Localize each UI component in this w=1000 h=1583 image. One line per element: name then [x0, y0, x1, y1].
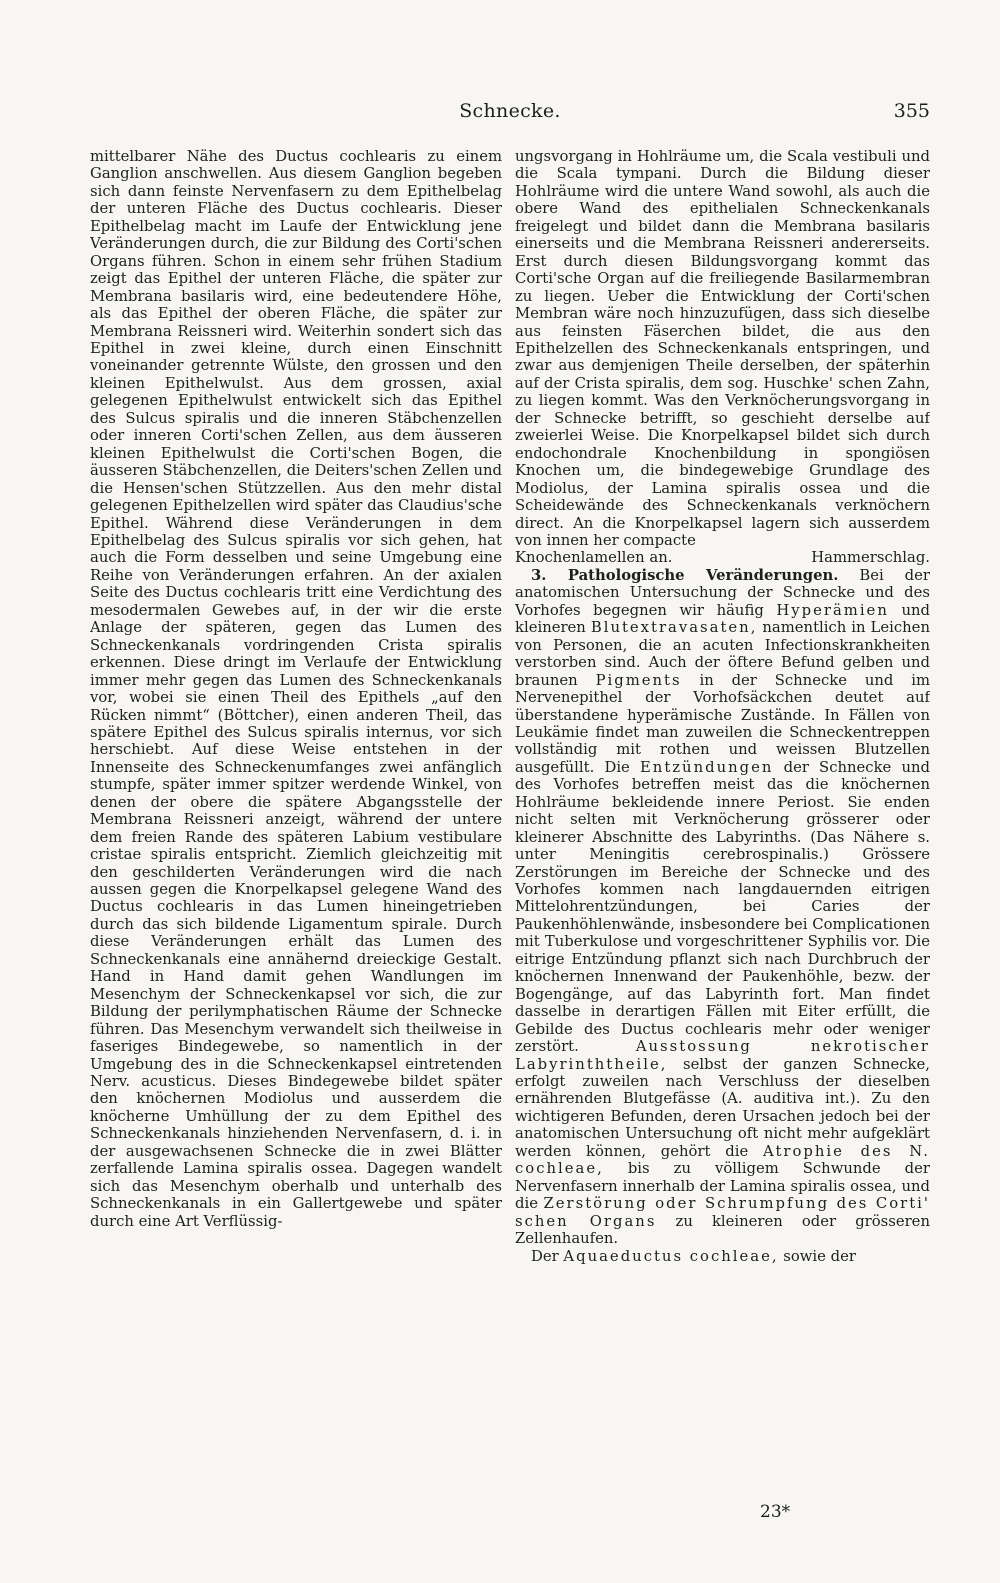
- running-head: [90, 100, 930, 130]
- page-number: 355: [893, 100, 930, 122]
- text-run: zu kleineren oder grösseren Zellenhaufen.: [515, 1212, 930, 1248]
- text-run: bis zu völligem Schwunde der Nervenfasern innerhalb der Lamina spiralis ossea, und die: [515, 1160, 930, 1213]
- text-run: namentlich in Leichen von Personen, die an acuten Infectionskrankheiten verstorben sind. Auch der öftere Befund gelben und braunen: [515, 619, 930, 689]
- text-run: in der Schnecke und im Nervenepithel der Vorhofsäckchen deutet auf überstandene hyperämische Zustände. In Fällen von Leukämie findet man zuweilen die Schneckentreppen vollständig mit rothen und weissen Blutzellen ausgefüllt. Die: [515, 671, 930, 776]
- right-column: [515, 148, 930, 1528]
- spaced-term: Entzündungen: [639, 758, 774, 776]
- right-paragraph-3: [515, 1248, 930, 1265]
- left-column: [90, 148, 502, 1528]
- section-paragraph-pathology: [515, 567, 930, 1248]
- spaced-term: Zerstörung oder Schrumpfung des Corti' schen Organs: [515, 1195, 930, 1230]
- spaced-term: Hyperämien: [776, 601, 889, 619]
- right-paragraph-1: ungsvorgang in Hohlräume um, die Scala vestibuli und die Scala tympani. Durch die Bildung dieser Hohlräume wird die untere Wand sowohl, als auch die obere Wand des epithelialen Schneckenkanals freigelegt und bildet dann die Membrana basilaris einerseits und die Membrana Reissneri andererseits. Erst durch diesen Bildungsvorgang kommt das Corti'sche Organ auf die freiliegende Basilarmembran zu liegen. Ueber die Entwicklung der Corti'schen Membran wäre noch hinzuzufügen, dass sich dieselbe aus feinsten Fäserchen bildet, die aus den Epithelzellen des Schneckenkanals entspringen, und zwar aus demjenigen Theile derselben, der späterhin auf der Crista spiralis, dem sog. Huschke' schen Zahn, zu liegen kommt. Was den Verknöcherungsvorgang in der Schnecke betrifft, so geschieht derselbe auf zweierlei Weise. Die Knorpelkapsel bildet sich durch endochondrale Knochenbildung in spongiösen Knochen um, die bindegewebige Grundlage des Modiolus, der Lamina spiralis ossea und die Scheidewände des Schneckenkanals verknöchern direct. An die Knorpelkapsel lagern sich ausserdem von innen her compacte: [515, 148, 930, 549]
- spaced-term: Pigments: [595, 671, 682, 689]
- last-line: Knochenlamellen an.: [515, 549, 673, 567]
- running-title: Schnecke.: [459, 100, 561, 122]
- spaced-term: Blutextravasaten,: [590, 619, 758, 637]
- spaced-term: Aquaeductus cochleae,: [563, 1247, 779, 1265]
- text-run: Bei der anatomischen Untersuchung der Schnecke und des Vorhofes begegnen wir häufig: [515, 566, 930, 619]
- text-run: sowie der: [783, 1247, 856, 1265]
- text-run: der Schnecke und des Vorhofes betreffen meist das die knöchernen Hohlräume bekleidende innere Periost. Sie enden nicht selten mit Verknöcherung grösserer oder kleinerer Abschnitte des Labyrinths. (Das Nähere s. unter Meningitis cerebrospinalis.) Grössere Zerstörungen im Bereiche der Schnecke und des Vorhofes kommen nach langdauernden eitrigen Mittelohrentzündungen, bei Caries der Paukenhöhlenwände, insbesondere bei Complicationen mit Tuberkulose und vorgeschrittener Syphilis vor. Die eitrige Entzündung pflanzt sich nach Durchbruch der knöchernen Innenwand der Paukenhöhle, bezw. der Bogengänge, auf das Labyrinth fort. Man findet dasselbe in derartigen Fällen mit Eiter erfüllt, die Gebilde des Ductus cochlearis mehr oder weniger zerstört.: [515, 758, 930, 1056]
- author-signature-line: [515, 549, 930, 566]
- text-run: Der: [531, 1247, 559, 1265]
- signature-mark: 23*: [760, 1502, 791, 1522]
- section-heading: 3. Pathologische Veränderungen.: [531, 566, 839, 584]
- spaced-term: Ausstossung nekrotischer Labyrinththeile,: [515, 1038, 930, 1073]
- text-run: selbst der ganzen Schnecke, erfolgt zuweilen nach Verschluss der dieselben ernährenden Blutgefässe (A. auditiva int.). Zu den wichtigeren Befunden, deren Ursachen jedoch bei der anatomischen Untersuchung oft nicht mehr aufgeklärt werden können, gehört die: [515, 1055, 930, 1160]
- left-paragraph: mittelbarer Nähe des Ductus cochlearis zu einem Ganglion anschwellen. Aus diesem Ganglion begeben sich dann feinste Nervenfasern zu dem Epithelbelag der unteren Fläche des Ductus cochlearis. Dieser Epithelbelag macht im Laufe der Entwicklung jene Veränderungen durch, die zur Bildung des Corti'schen Organs führen. Schon in einem sehr frühen Stadium zeigt das Epithel der unteren Fläche, die später zur Membrana basilaris wird, eine bedeutendere Höhe, als das Epithel der oberen Fläche, die später zur Membrana Reissneri wird. Weiterhin sondert sich das Epithel in zwei kleine, durch einen Einschnitt voneinander getrennte Wülste, den grossen und den kleinen Epithelwulst. Aus dem grossen, axial gelegenen Epithelwulst entwickelt sich das Epithel des Sulcus spiralis und die inneren Stäbchenzellen oder inneren Corti'schen Zellen, aus dem äusseren kleinen Epithelwulst die Corti'schen Bogen, die äusseren Stäbchenzellen, die Deiters'schen Zellen und die Hensen'schen Stützzellen. Aus den mehr distal gelegenen Epithelzellen wird später das Claudius'sche Epithel. Während diese Veränderungen in dem Epithelbelag des Sulcus spiralis vor sich gehen, hat auch die Form desselben und seine Umgebung eine Reihe von Veränderungen erfahren. An der axialen Seite des Ductus cochlearis tritt eine Verdichtung des mesodermalen Gewebes auf, in der wir die erste Anlage der späteren, gegen das Lumen des Schneckenkanals vordringenden Crista spiralis erkennen. Diese dringt im Verlaufe der Entwicklung immer mehr gegen das Lumen des Schneckenkanals vor, wobei sie einen Theil des Epithels „auf den Rücken nimmt“ (Böttcher), einen anderen Theil, das spätere Epithel des Sulcus spiralis internus, vor sich herschiebt. Auf diese Weise entstehen in der Innenseite des Schneckenumfanges zwei anfänglich stumpfe, später immer spitzer werdende Winkel, von denen der obere die spätere Abgangsstelle der Membrana Reissneri anzeigt, während der untere dem freien Rande des späteren Labium vestibulare cristae spiralis entspricht. Ziemlich gleichzeitig mit den geschilderten Veränderungen wird die nach aussen gegen die Knorpelkapsel gelegene Wand des Ductus cochlearis in das Lumen hineingetrieben durch das sich bildende Ligamentum spirale. Durch diese Veränderungen erhält das Lumen des Schneckenkanals eine annähernd dreieckige Gestalt. Hand in Hand damit gehen Wandlungen im Mesenchym der Schneckenkapsel vor sich, die zur Bildung der perilymphatischen Räume der Schnecke führen. Das Mesenchym verwandelt sich theilweise in faseriges Bindegewebe, so namentlich in der Umgebung des in die Schneckenkapsel eintretenden Nerv. acusticus. Dieses Bindegewebe bildet später den knöchernen Modiolus und ausserdem die knöcherne Umhüllung der zu dem Epithel des Schneckenkanals hinziehenden Nervenfasern, d. i. in der ausgewachsenen Schnecke die in zwei Blätter zerfallende Lamina spiralis ossea. Dagegen wandelt sich das Mesenchym oberhalb und unterhalb des Schneckenkanals in ein Gallertgewebe und später durch eine Art Verflüssig-: [90, 148, 502, 1230]
- author-signature: Hammerschlag.: [811, 549, 930, 567]
- text-run: und kleineren: [515, 601, 930, 637]
- spaced-term: Atrophie des N. cochleae,: [515, 1142, 930, 1178]
